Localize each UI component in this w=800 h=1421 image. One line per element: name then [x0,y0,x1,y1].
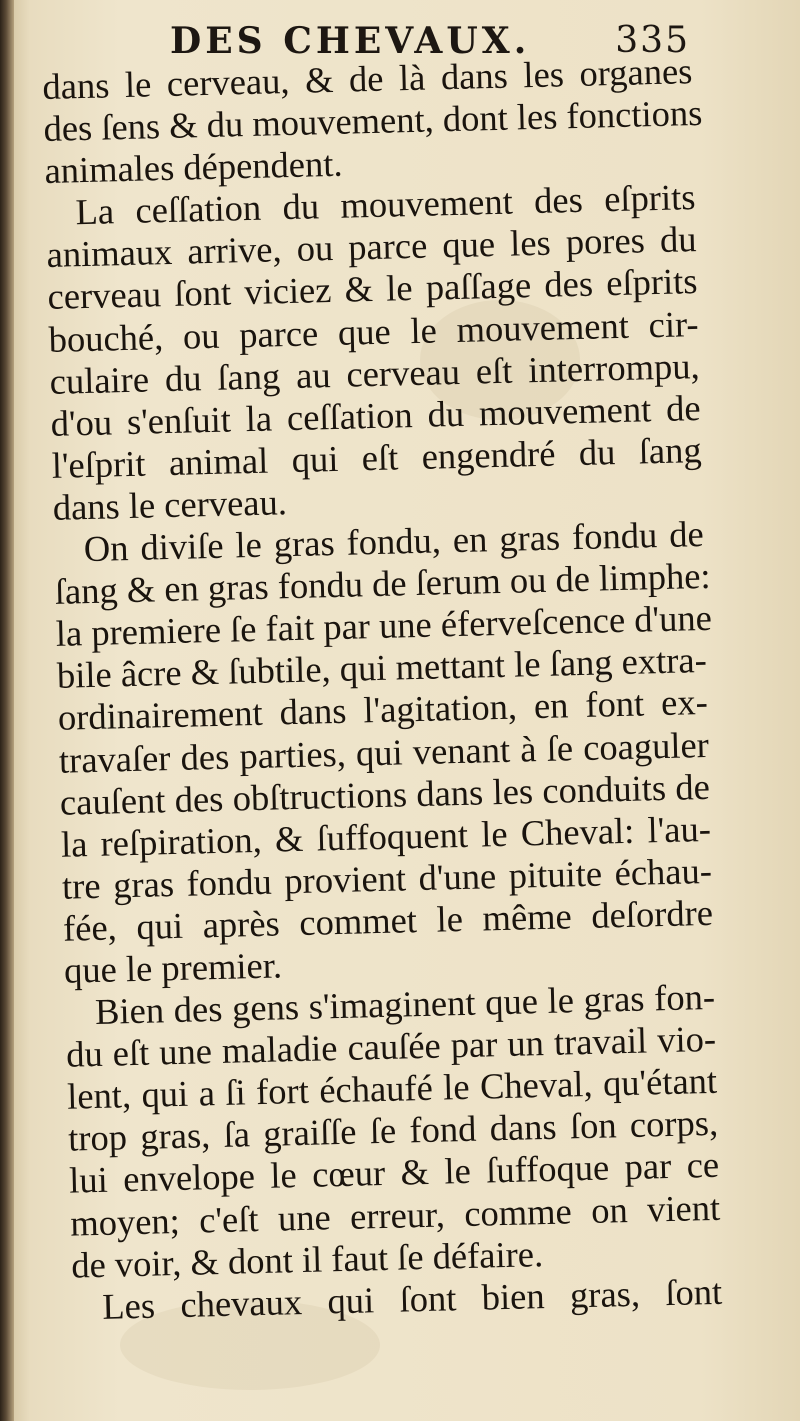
text-line: travaſer des parties, qui venant à ſe coaguler [58,723,710,781]
page-gutter [0,0,14,1421]
text-line: lui envelope le cœur & le ſuffoque par ce [68,1144,720,1202]
text-line: l'eſprit animal qui eſt engendré du ſang [51,428,703,486]
text-line: On diviſe le gras fondu, en gras fondu de [83,513,705,570]
text-line: dans le cerveau. [52,481,288,528]
text-line: la premiere ſe fait par une éferveſcence d'une [55,597,713,655]
text-line: Les chevaux qui ſont bien gras, ſont [101,1270,723,1327]
running-head: DES CHEVAUX. [170,20,531,62]
text-line: La ceſſation du mouvement des eſprits [75,176,696,233]
text-line: moyen; c'eſt une erreur, comme on vient [69,1186,721,1244]
text-line: cerveau ſont viciez & le paſſage des eſprits [47,260,698,318]
text-line: Bien des gens s'imaginent que le gras fon- [94,975,716,1033]
text-line: animales dépendent. [44,142,343,192]
body-text [42,50,723,1328]
text-line: lent, qui a ſi fort échaufé le Cheval, qu'étant [66,1060,718,1117]
text-line: du eſt une maladie cauſée par un travail vio- [65,1017,717,1075]
text-line: que le premier. [63,944,283,991]
text-line: ordinairement dans l'agitation, en font ex- [57,681,709,739]
text-line: animaux arrive, ou parce que les pores du [46,218,697,276]
text-line: fée, qui après commet le même deſordre [62,891,714,949]
text-line: culaire du ſang au cerveau eſt interrompu, [49,344,701,402]
text-line: bouché, ou parce que le mouvement cir- [48,302,699,360]
page-number: 335 [615,20,690,61]
text-line: des ſens & du mouvement, dont les fonctions [43,91,703,150]
text-line: cauſent des obſtructions dans les conduits de [59,765,711,823]
text-line: la reſpiration, & ſuffoquent le Cheval: l'au- [60,807,712,865]
text-line: tre gras fondu provient d'une pituite échau- [61,849,713,907]
text-line: ſang & en gras fondu de ſerum ou de limphe: [54,554,711,612]
text-line: trop gras, ſa graiſſe ſe fond dans ſon corps, [67,1102,719,1160]
text-line: bile âcre & ſubtile, qui mettant le ſang extra- [56,639,708,697]
text-line: d'ou s'enſuit la ceſſation du mouvement de [50,386,702,444]
text-line: de voir, & dont il faut ſe défaire. [70,1232,544,1286]
text-line: dans le cerveau, & de là dans les organes [42,50,693,107]
